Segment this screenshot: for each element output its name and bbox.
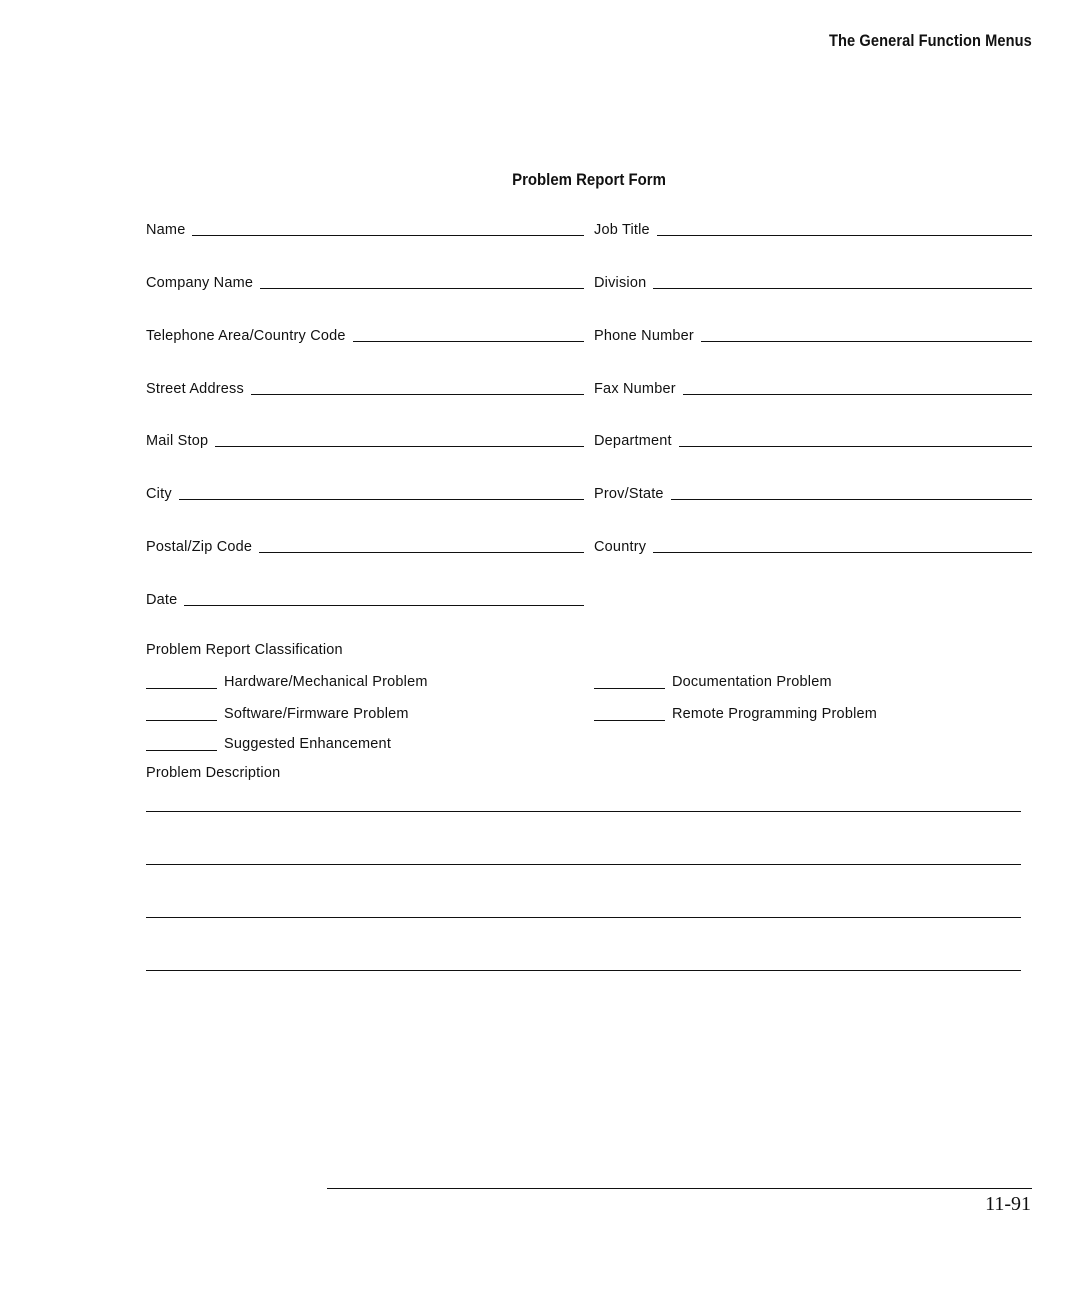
option-label: Hardware/Mechanical Problem [224, 674, 428, 690]
fax-number-label: Fax Number [594, 381, 676, 397]
running-head: The General Function Menus [829, 31, 1032, 50]
company-name-blank[interactable] [260, 288, 584, 289]
division-field[interactable] [594, 270, 1032, 292]
postal-zip-blank[interactable] [259, 552, 584, 553]
name-blank[interactable] [192, 235, 584, 236]
form-title: Problem Report Form [512, 170, 666, 189]
company-name-field[interactable] [146, 270, 584, 292]
telephone-code-label: Telephone Area/Country Code [146, 328, 346, 344]
check-blank[interactable] [146, 750, 217, 751]
date-blank[interactable] [184, 605, 584, 606]
description-heading: Problem Description [146, 765, 281, 781]
department-label: Department [594, 433, 672, 449]
division-label: Division [594, 275, 647, 291]
telephone-code-blank[interactable] [353, 341, 584, 342]
phone-number-blank[interactable] [701, 341, 1032, 342]
job-title-field[interactable] [594, 217, 1032, 239]
postal-zip-label: Postal/Zip Code [146, 539, 253, 555]
department-field[interactable] [594, 428, 1032, 450]
page-number: 11-91 [985, 1193, 1031, 1215]
name-label: Name [146, 222, 186, 238]
job-title-label: Job Title [594, 222, 650, 238]
check-blank[interactable] [146, 688, 217, 689]
documentation-option[interactable] [594, 671, 832, 691]
city-label: City [146, 486, 172, 502]
footer-rule [327, 1188, 1032, 1189]
check-blank[interactable] [594, 688, 665, 689]
country-blank[interactable] [653, 552, 1032, 553]
date-label: Date [146, 592, 178, 608]
remote-programming-option[interactable] [594, 703, 877, 723]
prov-state-label: Prov/State [594, 486, 664, 502]
name-field[interactable] [146, 217, 584, 239]
fax-number-blank[interactable] [683, 394, 1032, 395]
phone-number-field[interactable] [594, 323, 1032, 345]
description-line[interactable] [146, 811, 1021, 812]
division-blank[interactable] [653, 288, 1032, 289]
option-label: Documentation Problem [672, 674, 832, 690]
hardware-mechanical-option[interactable] [146, 671, 428, 691]
prov-state-blank[interactable] [671, 499, 1032, 500]
job-title-blank[interactable] [657, 235, 1032, 236]
software-firmware-option[interactable] [146, 703, 409, 723]
suggested-enhancement-option[interactable] [146, 733, 391, 753]
country-label: Country [594, 539, 647, 555]
prov-state-field[interactable] [594, 481, 1032, 503]
classification-heading: Problem Report Classification [146, 642, 343, 658]
phone-number-label: Phone Number [594, 328, 694, 344]
description-line[interactable] [146, 864, 1021, 865]
telephone-code-field[interactable] [146, 323, 584, 345]
option-label: Software/Firmware Problem [224, 706, 409, 722]
street-address-field[interactable] [146, 376, 584, 398]
date-field[interactable] [146, 587, 584, 609]
check-blank[interactable] [594, 720, 665, 721]
description-line[interactable] [146, 970, 1021, 971]
check-blank[interactable] [146, 720, 217, 721]
mail-stop-blank[interactable] [215, 446, 584, 447]
department-blank[interactable] [679, 446, 1032, 447]
mail-stop-label: Mail Stop [146, 433, 209, 449]
postal-zip-field[interactable] [146, 534, 584, 556]
company-name-label: Company Name [146, 275, 254, 291]
city-field[interactable] [146, 481, 584, 503]
country-field[interactable] [594, 534, 1032, 556]
description-line[interactable] [146, 917, 1021, 918]
fax-number-field[interactable] [594, 376, 1032, 398]
mail-stop-field[interactable] [146, 428, 584, 450]
street-address-label: Street Address [146, 381, 244, 397]
option-label: Remote Programming Problem [672, 706, 878, 722]
street-address-blank[interactable] [251, 394, 584, 395]
city-blank[interactable] [179, 499, 584, 500]
option-label: Suggested Enhancement [224, 736, 392, 752]
